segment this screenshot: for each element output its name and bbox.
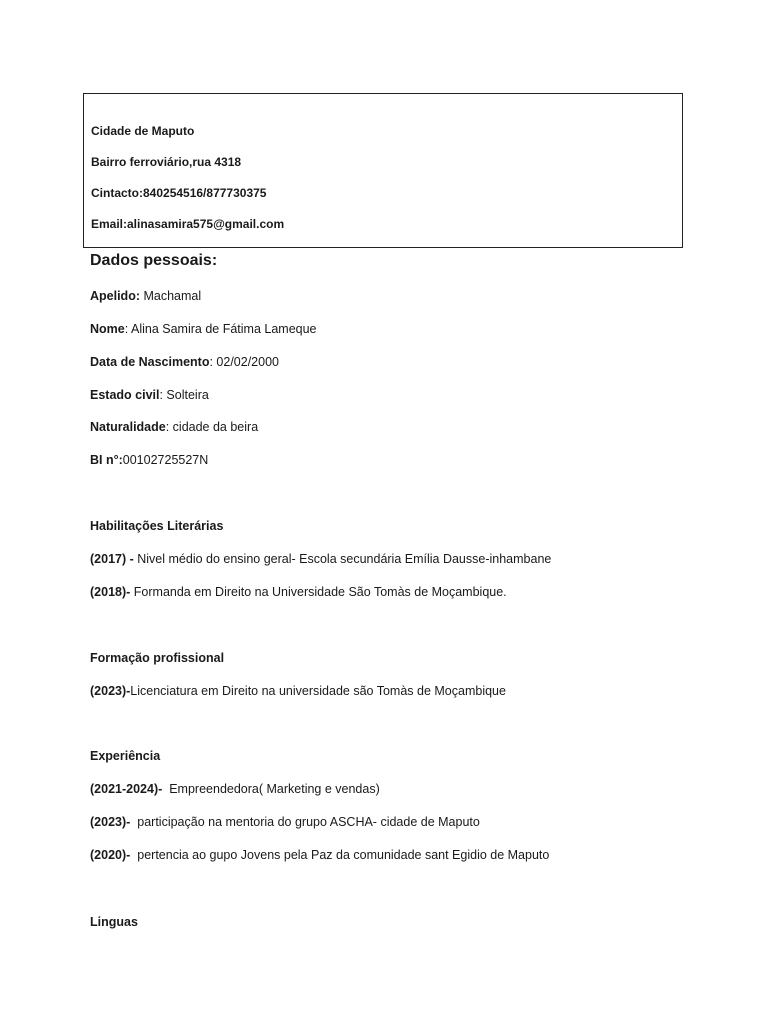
field-civil-status [90, 388, 209, 402]
field-label: Nome [90, 322, 125, 336]
experience-heading: Experiência [90, 749, 161, 763]
item-year: (2020)- [90, 848, 138, 862]
experience-item [90, 815, 480, 829]
field-value: : Alina Samira de Fátima Lameque [124, 322, 317, 336]
item-year: (2017) - [90, 552, 138, 566]
field-value: Machamal [140, 289, 202, 303]
item-text: Licenciatura em Direito na universidade são Tomàs de Moçambique [130, 684, 506, 698]
item-text: Nivel médio do ensino geral- Escola secundária Emília Dausse-inhambane [137, 552, 552, 566]
education-item [90, 552, 551, 566]
field-birthdate [90, 355, 279, 369]
field-value: 00102725527N [122, 453, 209, 467]
contact-city: Cidade de Maputo [91, 124, 195, 138]
field-label: Data de Nascimento [90, 355, 210, 369]
training-heading: Formação profissional [90, 651, 225, 665]
contact-address: Bairro ferroviário,rua 4318 [91, 155, 242, 169]
training-item [90, 684, 506, 698]
field-value: : 02/02/2000 [209, 355, 279, 369]
item-text: Formanda em Direito na Universidade São Tomàs de Moçambique. [133, 585, 507, 599]
experience-item [90, 782, 380, 796]
education-item [90, 585, 507, 599]
field-label: Apelido: [90, 289, 140, 303]
item-year: (2023)- [90, 815, 138, 829]
experience-item [90, 848, 549, 862]
item-text: Empreendedora( Marketing e vendas) [169, 782, 380, 796]
field-value: : cidade da beira [165, 420, 259, 434]
field-bi-number [90, 453, 208, 467]
field-naturality [90, 420, 258, 434]
item-text: pertencia ao gupo Jovens pela Paz da comunidade sant Egidio de Maputo [137, 848, 550, 862]
education-heading: Habilitações Literárias [90, 519, 224, 533]
contact-box [83, 93, 683, 248]
field-apelido [90, 289, 201, 303]
field-label: Naturalidade [90, 420, 166, 434]
contact-email: Email:alinasamira575@gmail.com [91, 217, 285, 231]
languages-heading: Linguas [90, 915, 138, 929]
item-year: (2021-2024)- [90, 782, 170, 796]
field-value: : Solteira [159, 388, 209, 402]
field-label: Estado civil [90, 388, 160, 402]
field-nome [90, 322, 317, 336]
field-label: BI n°: [90, 453, 123, 467]
personal-data-heading: Dados pessoais: [90, 252, 218, 269]
contact-phone: Cintacto:840254516/877730375 [91, 186, 267, 200]
item-text: participação na mentoria do grupo ASCHA- cidade de Maputo [137, 815, 480, 829]
item-year: (2023)- [90, 684, 131, 698]
item-year: (2018)- [90, 585, 134, 599]
